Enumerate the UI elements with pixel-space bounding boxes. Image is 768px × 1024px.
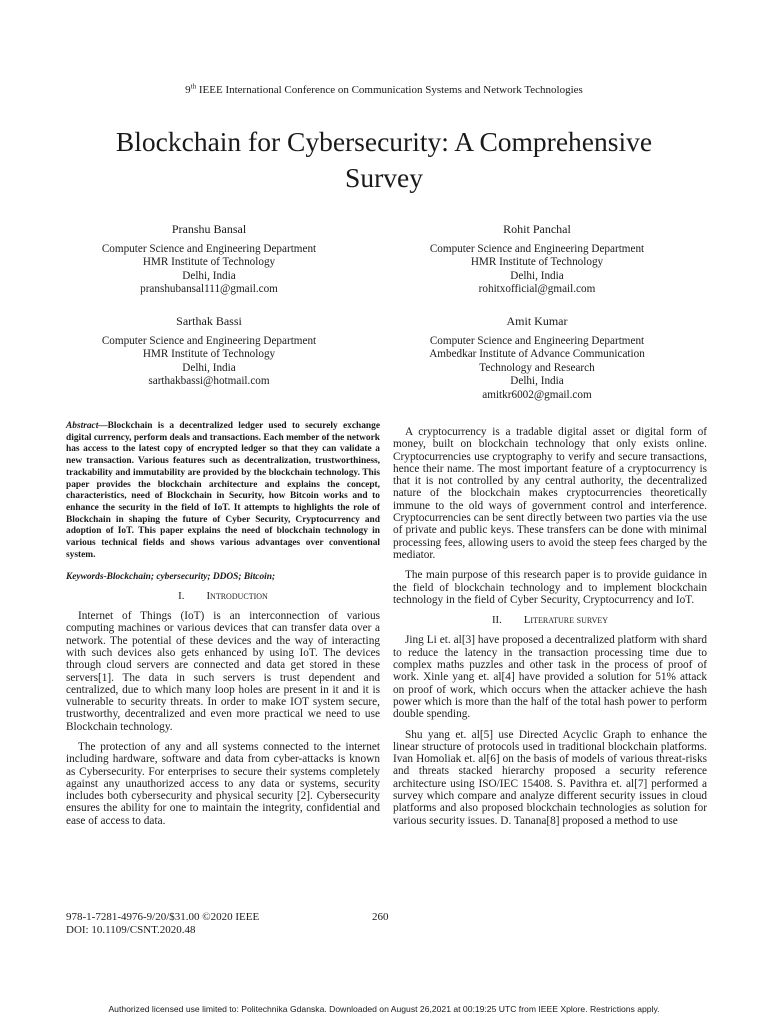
body-paragraph: A cryptocurrency is a tradable digital asset or digital form of money, built on blockchain technology that only exists online. Cryptocurrencies use cryptography to verify and secure transactions, hence their name. The most important feature of a cryptocurrency is that it is not controlled by any central authority, the decentralized nature of the blockchain makes cryptocurrencies theoretically immune to the old ways of government control and interference. Cryptocurrencies can be sent directly between two parties via the use of private and public keys. These transfers can be done with minimal processing fees, allowing users to avoid the steep fees charged by the mediator. xyxy=(393,426,707,561)
author-location: Delhi, India xyxy=(510,375,564,388)
right-column xyxy=(393,426,707,835)
author-affiliation: HMR Institute of Technology xyxy=(142,256,276,269)
conference-ordinal-suffix: th xyxy=(190,82,197,91)
section-title: Literature survey xyxy=(523,614,609,627)
author-block-4 xyxy=(387,315,687,403)
paper-title xyxy=(40,124,728,196)
author-name: Pranshu Bansal xyxy=(171,222,247,236)
author-affiliation: Computer Science and Engineering Department xyxy=(429,334,645,347)
section-number: II. xyxy=(491,614,502,627)
author-location: Delhi, India xyxy=(510,269,564,282)
left-column xyxy=(66,421,380,835)
author-email: sarthakbassi@hotmail.com xyxy=(148,375,270,388)
body-paragraph: Shu yang et. al[5] use Directed Acyclic Graph to enhance the linear structure of protocols used in traditional blockchain platforms. Ivan Homoliak et. al[6] on the basis of models of various threat-risks and threats stacked hierarchy proposed a security reference architecture using ISO/IEC 15408. S. Pavithra et. al[7] performed a survey which compare and analyze different security issues in cloud platforms and also proposed blockchain technologies as solution for various security issues. D. Tanana[8] proposed a method to use xyxy=(393,728,707,827)
author-block-2 xyxy=(387,223,687,297)
author-location: Delhi, India xyxy=(182,361,236,374)
section-heading-literature-survey xyxy=(393,614,707,626)
author-email: rohitxofficial@gmail.com xyxy=(478,283,596,296)
author-name: Amit Kumar xyxy=(506,314,568,328)
author-name: Sarthak Bassi xyxy=(176,314,242,328)
section-title: Introduction xyxy=(206,589,268,602)
section-heading-introduction xyxy=(66,590,380,602)
author-block-1 xyxy=(59,223,359,297)
authorization-note: Authorized licensed use limited to: Politechnika Gdanska. Downloaded on August 26,2021 at 00:19:25 UTC from IEEE Xplore. Restrictions apply. xyxy=(108,1004,660,1014)
page-number: 260 xyxy=(372,911,389,923)
footer-isbn: 978-1-7281-4976-9/20/$31.00 ©2020 IEEE xyxy=(66,911,260,923)
abstract xyxy=(66,421,380,561)
author-affiliation: Computer Science and Engineering Department xyxy=(101,242,317,255)
author-affiliation: HMR Institute of Technology xyxy=(470,256,604,269)
title-line-2: Survey xyxy=(345,162,423,193)
author-block-3 xyxy=(59,315,359,389)
author-email: pranshubansal111@gmail.com xyxy=(140,283,278,296)
author-affiliation: Ambedkar Institute of Advance Communication xyxy=(429,348,645,361)
body-paragraph: Jing Li et. al[3] have proposed a decentralized platform with shard to reduce the latency in the transaction processing time due to complex maths puzzles and other task in the process of proof of work. Xinle yang et. al[4] have provided a solution for 51% attack on proof of work, which occurs when the attacker achieve the hash power which is more than the half of the total hash power to perform double spending. xyxy=(393,634,707,721)
abstract-label: Abstract xyxy=(66,421,99,431)
author-affiliation: Computer Science and Engineering Department xyxy=(429,242,645,255)
author-location: Delhi, India xyxy=(182,269,236,282)
conference-header xyxy=(0,84,768,96)
body-paragraph: Internet of Things (IoT) is an interconnection of various computing machines or various devices that can transfer data over a network. The potential of these devices and the way of interacting with such devices also gets enhanced by using IoT. The devices through cloud servers are connected and data get stored in these servers[1]. The data in such servers is trust dependent and centralized, due to which many loop holes are present in it and it is vulnerable to security threats. In order to make IOT system secure, trustworthy, decentralized and even more practical we need to use Blockchain technology. xyxy=(66,610,380,733)
keywords: Keywords-Blockchain; cybersecurity; DDOS; Bitcoin; xyxy=(66,572,276,583)
conference-number: 9 xyxy=(185,84,191,96)
title-line-1: Blockchain for Cybersecurity: A Comprehensive xyxy=(115,126,653,157)
author-email: amitkr6002@gmail.com xyxy=(482,388,592,401)
author-affiliation: HMR Institute of Technology xyxy=(142,348,276,361)
conference-name: IEEE International Conference on Communication Systems and Network Technologies xyxy=(196,84,583,96)
section-number: I. xyxy=(178,589,185,602)
footer-copyright xyxy=(66,911,259,937)
body-paragraph: The protection of any and all systems connected to the internet including hardware, software and data from cyber-attacks is known as Cybersecurity. For enterprises to secure their systems completely against any unauthorized access to any data or systems, security includes both cybersecurity and physical security [2]. Cybersecurity ensures the ability for one to maintain the integrity, confidential and ease of access to data. xyxy=(66,741,380,827)
footer-doi: DOI: 10.1109/CSNT.2020.48 xyxy=(66,924,196,936)
abstract-dash: — xyxy=(98,421,108,431)
author-affiliation: Computer Science and Engineering Department xyxy=(101,334,317,347)
author-affiliation: Technology and Research xyxy=(479,361,595,374)
body-paragraph: The main purpose of this research paper is to provide guidance in the field of blockchain technology and to implement blockchain technology in the field of Cyber Security, Cryptocurrency and IoT. xyxy=(393,569,707,606)
author-name: Rohit Panchal xyxy=(503,222,571,236)
abstract-text: Blockchain is a decentralized ledger used to securely exchange digital currency, perform deals and transactions. Each member of the network has access to the latest copy of encrypted ledger so that they can validate a new transaction. Various features such as decentralization, trustworthiness, trackability and immutability are provided by the blockchain technology. This paper provides the blockchain architecture and explains the concept, characteristics, need of Blockchain in Security, how Bitcoin works and to enhance the security in the field of IoT. It attempts to highlights the role of Blockchain in shaping the future of Cyber Security, Cryptocurrency and adoption of IoT. This paper explains the need of blockchain technology in various technical fields and shows various advantages over conventional system. xyxy=(66,421,380,560)
